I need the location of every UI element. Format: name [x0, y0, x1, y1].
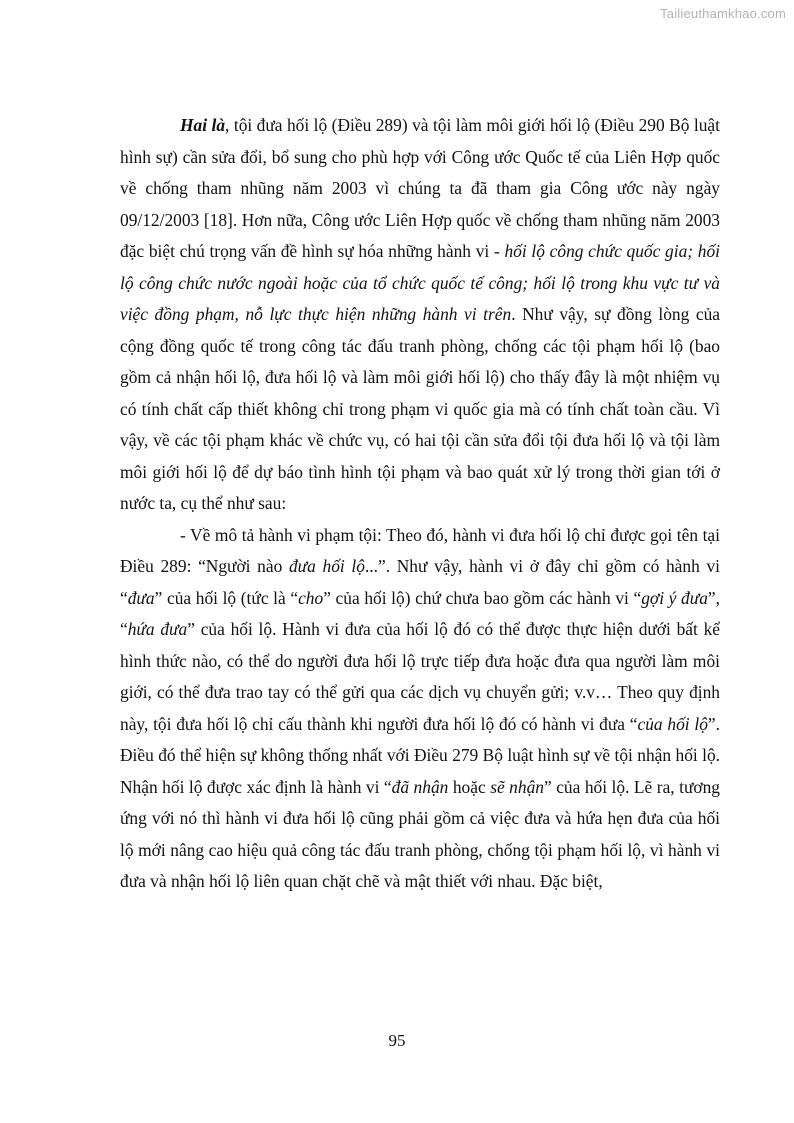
text-run: ...”. Như vậy, hành vi ở đây chỉ gồm có hành vi “: [120, 556, 720, 608]
text-run: ”, “: [120, 587, 720, 639]
text-run: của hối lộ: [637, 713, 708, 734]
document-body: [120, 110, 720, 898]
text-run: ” của hối lộ (tức là “: [154, 587, 299, 608]
text-run: - Về mô tả hành vi phạm tội: Theo đó, hành vi đưa hối lộ chỉ được gọi tên tại Điều 289: “Người nào: [120, 524, 720, 576]
text-run: , tội đưa hối lộ (Điều 289) và tội làm môi giới hối lộ (Điều 290 Bộ luật hình sự) cần sửa đổi, bổ sung cho phù hợp với Công ước Quốc tế của Liên Hợp quốc về chống tham nhũng năm 2003 vì chúng ta đã tham gia Công ước này ngày 09/12/2003 [18]. Hơn nữa, Công ước Liên Hợp quốc về chống tham nhũng năm 2003 đặc biệt chú trọng vấn đề hình sự hóa những hành vi -: [120, 115, 720, 261]
page-number: 95: [388, 1031, 406, 1050]
text-run: ” của hối lộ) chứ chưa bao gồm các hành vi “: [323, 587, 642, 608]
text-run: sẽ nhận: [490, 776, 544, 797]
text-run: ” của hối lộ. Hành vi đưa của hối lộ đó có thể được thực hiện dưới bất kể hình thức nào, có thể do người đưa hối lộ trực tiếp đưa hoặc đưa qua người làm môi giới, có thể đưa trao tay có thể gửi qua các dịch vụ chuyển gửi; v.v… Theo quy định này, tội đưa hối lộ chỉ cấu thành khi người đưa hối lộ đó có hành vi đưa “: [120, 619, 720, 734]
text-run: hối lộ công chức quốc gia; hối lộ công chức nước ngoài hoặc của tổ chức quốc tế công; hối lộ trong khu vực tư và việc đồng phạm, nỗ lực thực hiện những hành vi trên: [120, 241, 720, 324]
text-run: đưa hối lộ: [288, 556, 365, 576]
paragraph-1: [120, 110, 720, 520]
text-run: đưa: [127, 587, 155, 608]
text-run: Hai là: [180, 115, 226, 135]
text-run: ” của hối lộ. Lẽ ra, tương ứng với nó thì hành vi đưa hối lộ cũng phải gồm cả việc đưa và hứa hẹn đưa của hối lộ mới nâng cao hiệu quả công tác đấu tranh phòng, chống tội phạm hối lộ, vì hành vi đưa và nhận hối lộ liên quan chặt chẽ và mật thiết với nhau. Đặc biệt,: [120, 776, 720, 891]
text-run: hoặc: [448, 776, 491, 797]
text-run: đã nhận: [391, 776, 449, 797]
text-run: . Như vậy, sự đồng lòng của cộng đồng quốc tế trong công tác đấu tranh phòng, chống các tội phạm hối lộ (bao gồm cả nhận hối lộ, đưa hối lộ và làm môi giới hối lộ) cho thấy đây là một nhiệm vụ có tính chất cấp thiết không chỉ trong phạm vi quốc gia mà có tính chất toàn cầu. Vì vậy, về các tội phạm khác về chức vụ, có hai tội cần sửa đổi tội đưa hối lộ và tội làm môi giới hối lộ để dự báo tình hình tội phạm và bao quát xử lý trong thời gian tới ở nước ta, cụ thể như sau:: [120, 304, 720, 513]
text-run: gợi ý đưa: [641, 587, 708, 608]
paragraph-2: [120, 520, 720, 898]
text-run: hứa đưa: [127, 619, 188, 639]
watermark: Tailieuthamkhao.com: [660, 6, 786, 21]
text-run: ”. Điều đó thể hiện sự không thống nhất với Điều 279 Bộ luật hình sự về tội nhận hối lộ. Nhận hối lộ được xác định là hành vi “: [120, 713, 720, 797]
text-run: cho: [298, 587, 324, 608]
